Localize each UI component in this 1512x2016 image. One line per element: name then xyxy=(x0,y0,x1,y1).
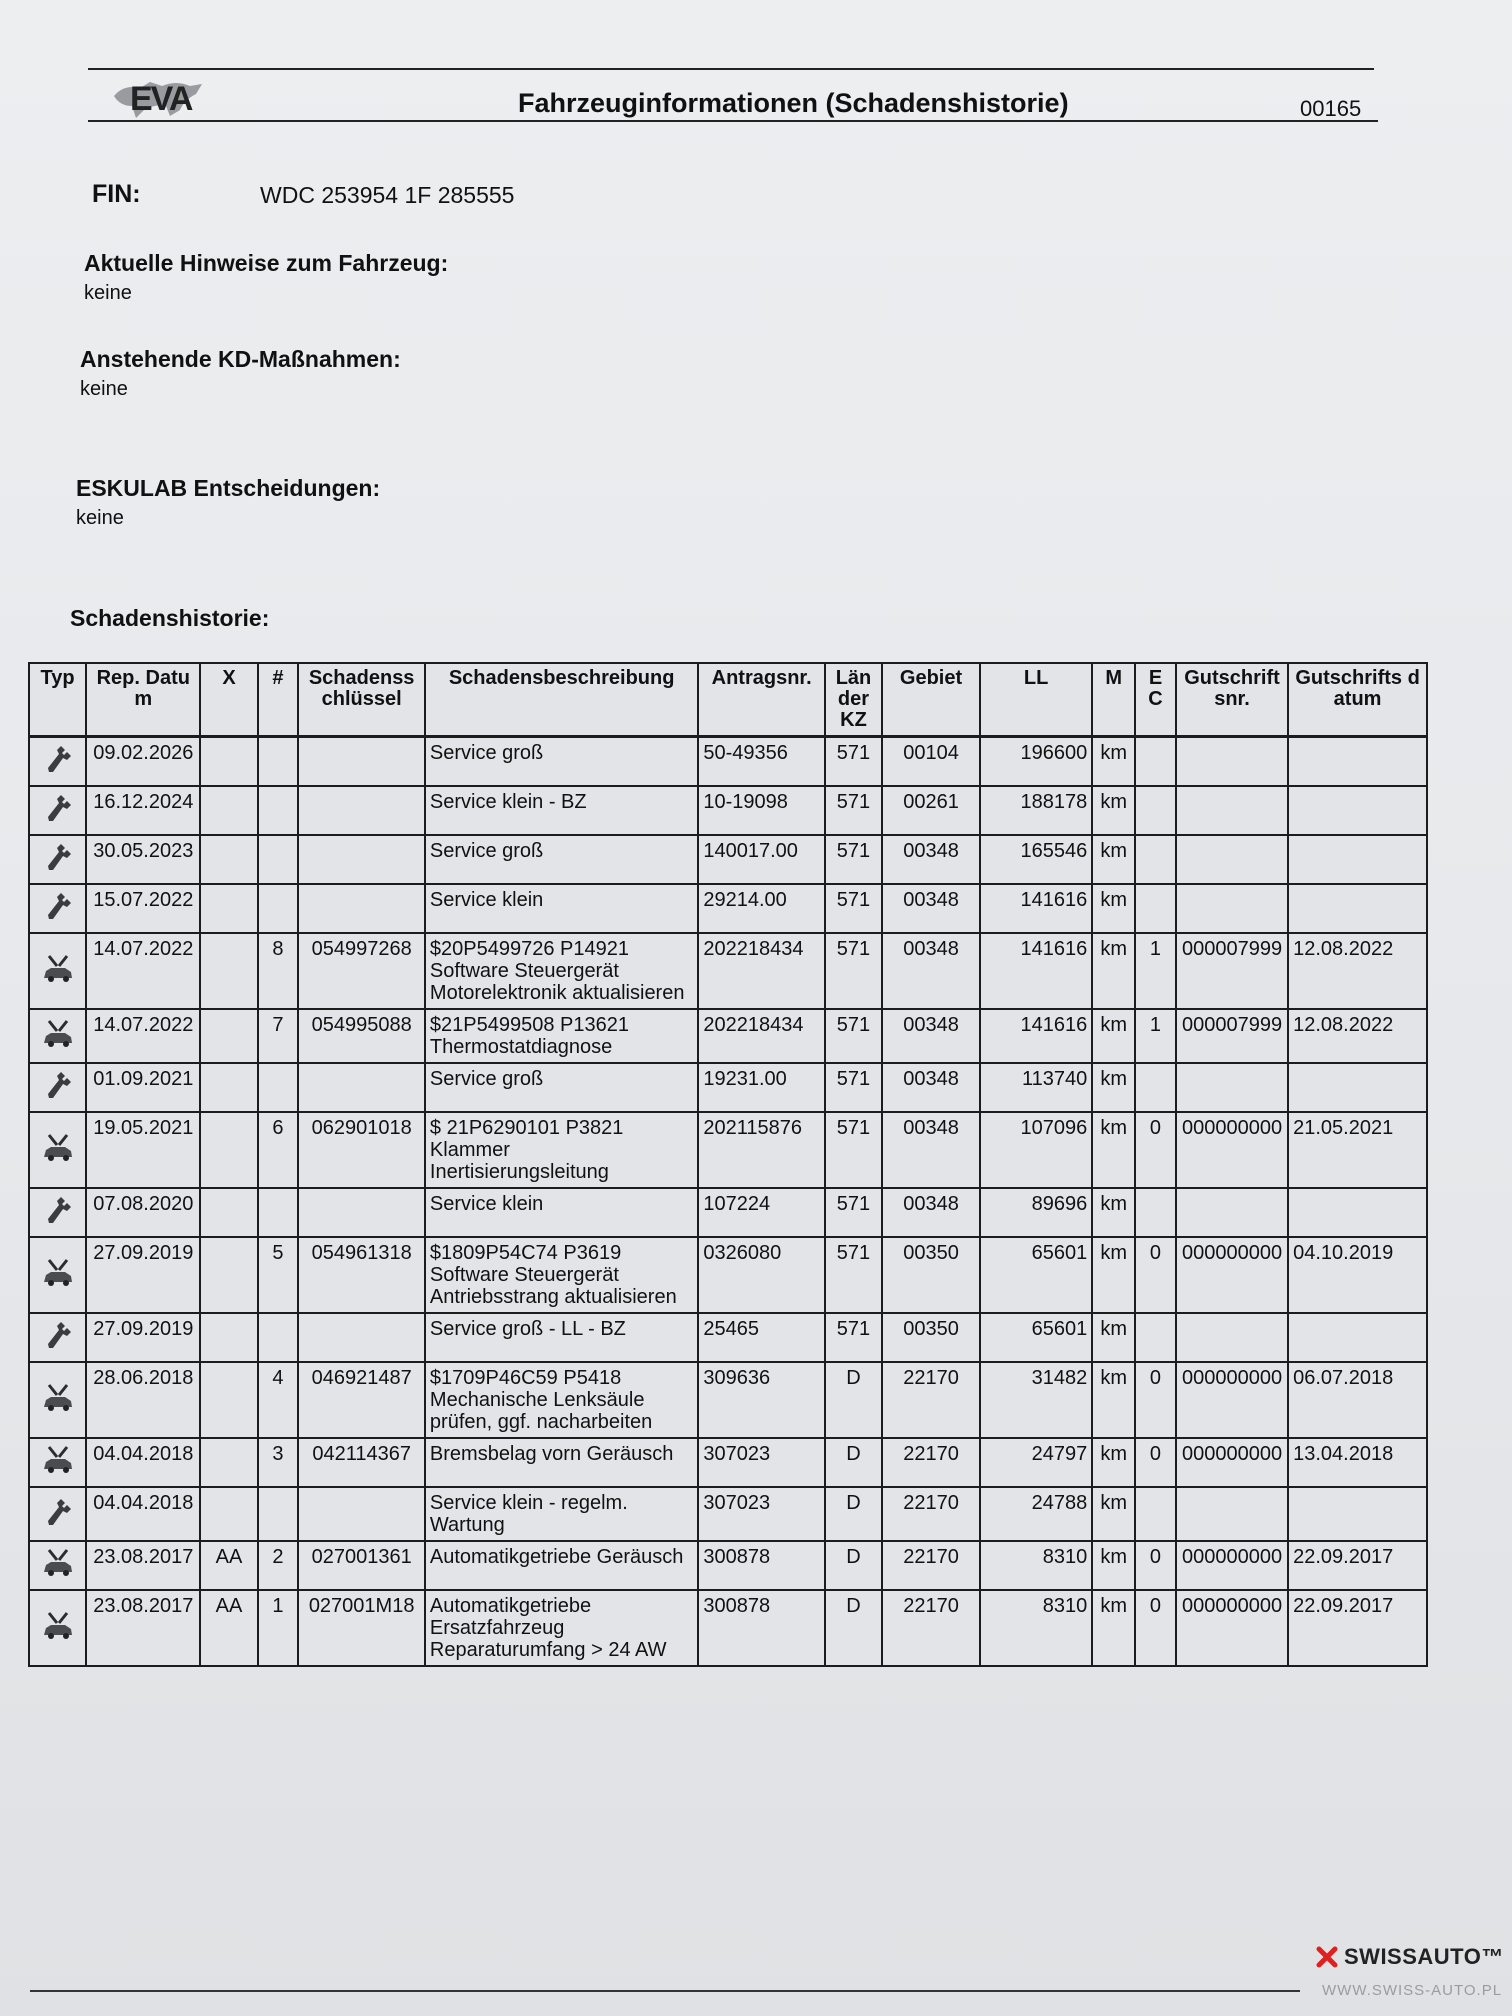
cell-key: 042114367 xyxy=(298,1438,425,1487)
cell-nr xyxy=(258,1313,299,1362)
cell-gebiet: 00348 xyxy=(882,835,980,884)
cell-date: 14.07.2022 xyxy=(86,1009,200,1063)
cell-nr xyxy=(258,1063,299,1112)
cell-nr xyxy=(258,737,299,787)
cell-land: D xyxy=(825,1590,882,1666)
col-rep-datum: Rep. Datum xyxy=(86,663,200,737)
car-repair-icon xyxy=(29,933,86,1009)
cell-key: 062901018 xyxy=(298,1112,425,1188)
cell-ec: 0 xyxy=(1135,1237,1176,1313)
cell-key xyxy=(298,1063,425,1112)
hinweise-label: Aktuelle Hinweise zum Fahrzeug: xyxy=(84,250,449,276)
header-bottom-rule xyxy=(88,120,1378,122)
cell-gebiet: 00348 xyxy=(882,1063,980,1112)
page-title: Fahrzeuginformationen (Schadenshistorie) xyxy=(518,88,1069,118)
cell-gdate: 22.09.2017 xyxy=(1288,1541,1427,1590)
cell-ll: 113740 xyxy=(980,1063,1092,1112)
cell-key: 027001361 xyxy=(298,1541,425,1590)
col-x: X xyxy=(200,663,257,737)
cell-land: 571 xyxy=(825,835,882,884)
wrench-icon xyxy=(29,1487,86,1541)
cell-ec xyxy=(1135,835,1176,884)
cell-x xyxy=(200,1362,257,1438)
cell-gsnr xyxy=(1176,1487,1288,1541)
cell-m: km xyxy=(1092,884,1135,933)
col-beschreibung: Schadensbeschreibung xyxy=(425,663,698,737)
cell-nr: 2 xyxy=(258,1541,299,1590)
cell-nr: 5 xyxy=(258,1237,299,1313)
cell-gsnr xyxy=(1176,884,1288,933)
cell-land: D xyxy=(825,1362,882,1438)
cell-date: 09.02.2026 xyxy=(86,737,200,787)
car-repair-icon xyxy=(29,1112,86,1188)
cell-gsnr: 000000000 xyxy=(1176,1237,1288,1313)
cell-antrag: 140017.00 xyxy=(698,835,825,884)
cell-m: km xyxy=(1092,835,1135,884)
cell-desc: Service groß - LL - BZ xyxy=(425,1313,698,1362)
cell-key: 054997268 xyxy=(298,933,425,1009)
cell-gsnr: 000007999 xyxy=(1176,1009,1288,1063)
table-row xyxy=(29,884,1427,933)
cell-x xyxy=(200,835,257,884)
cell-desc: Automatikgetriebe Ersatzfahrzeug Reparaturumfang > 24 AW xyxy=(425,1590,698,1666)
table-row xyxy=(29,933,1427,1009)
cell-x xyxy=(200,1009,257,1063)
cell-m: km xyxy=(1092,1237,1135,1313)
cell-gebiet: 22170 xyxy=(882,1541,980,1590)
cell-ll: 196600 xyxy=(980,737,1092,787)
cell-land: 571 xyxy=(825,1063,882,1112)
cell-m: km xyxy=(1092,1541,1135,1590)
fin-label: FIN: xyxy=(92,180,141,208)
cell-ec: 0 xyxy=(1135,1541,1176,1590)
document-number: 00165 xyxy=(1300,96,1362,121)
cell-antrag: 29214.00 xyxy=(698,884,825,933)
cell-m: km xyxy=(1092,1438,1135,1487)
table-row xyxy=(29,1438,1427,1487)
table-row xyxy=(29,1063,1427,1112)
cell-m: km xyxy=(1092,1313,1135,1362)
cell-antrag: 0326080 xyxy=(698,1237,825,1313)
cell-desc: Bremsbelag vorn Geräusch xyxy=(425,1438,698,1487)
cell-gebiet: 00348 xyxy=(882,1112,980,1188)
cell-key xyxy=(298,1188,425,1237)
cell-ec xyxy=(1135,1487,1176,1541)
cell-m: km xyxy=(1092,1487,1135,1541)
cell-gebiet: 22170 xyxy=(882,1590,980,1666)
hinweise-value: keine xyxy=(84,282,132,304)
cell-ll: 31482 xyxy=(980,1362,1092,1438)
cell-m: km xyxy=(1092,1590,1135,1666)
cell-key: 054995088 xyxy=(298,1009,425,1063)
cell-ec xyxy=(1135,737,1176,787)
history-rows xyxy=(29,737,1427,1667)
cell-desc: Service klein - regelm. Wartung xyxy=(425,1487,698,1541)
cell-x xyxy=(200,737,257,787)
cell-ll: 141616 xyxy=(980,933,1092,1009)
cell-date: 28.06.2018 xyxy=(86,1362,200,1438)
wrench-icon xyxy=(29,737,86,787)
cell-m: km xyxy=(1092,786,1135,835)
cell-antrag: 307023 xyxy=(698,1487,825,1541)
cell-date: 01.09.2021 xyxy=(86,1063,200,1112)
cell-desc: Automatikgetriebe Geräusch xyxy=(425,1541,698,1590)
cell-antrag: 25465 xyxy=(698,1313,825,1362)
cell-ec xyxy=(1135,1188,1176,1237)
cell-m: km xyxy=(1092,1063,1135,1112)
cell-key: 027001M18 xyxy=(298,1590,425,1666)
table-row xyxy=(29,1188,1427,1237)
table-row xyxy=(29,1112,1427,1188)
table-row xyxy=(29,1541,1427,1590)
wrench-icon xyxy=(29,884,86,933)
cell-gdate: 13.04.2018 xyxy=(1288,1438,1427,1487)
cell-gdate: 04.10.2019 xyxy=(1288,1237,1427,1313)
kd-label: Anstehende KD-Maßnahmen: xyxy=(80,346,401,372)
cell-ll: 141616 xyxy=(980,1009,1092,1063)
fin-value: WDC 253954 1F 285555 xyxy=(260,182,515,208)
cell-date: 14.07.2022 xyxy=(86,933,200,1009)
cell-m: km xyxy=(1092,737,1135,787)
col-gutschrift-datum: Gutschrifts datum xyxy=(1288,663,1427,737)
wrench-icon xyxy=(29,835,86,884)
cell-date: 16.12.2024 xyxy=(86,786,200,835)
col-nr: # xyxy=(258,663,299,737)
cell-gdate xyxy=(1288,1487,1427,1541)
cell-gebiet: 00261 xyxy=(882,786,980,835)
cell-nr: 6 xyxy=(258,1112,299,1188)
cell-gdate xyxy=(1288,1313,1427,1362)
kd-value: keine xyxy=(80,378,128,400)
cell-gebiet: 22170 xyxy=(882,1487,980,1541)
cell-ll: 89696 xyxy=(980,1188,1092,1237)
cell-antrag: 202115876 xyxy=(698,1112,825,1188)
table-row xyxy=(29,1009,1427,1063)
cell-desc: Service groß xyxy=(425,835,698,884)
cell-m: km xyxy=(1092,1009,1135,1063)
col-m: M xyxy=(1092,663,1135,737)
cell-land: 571 xyxy=(825,1009,882,1063)
cell-m: km xyxy=(1092,1362,1135,1438)
cell-gsnr: 000000000 xyxy=(1176,1362,1288,1438)
cell-antrag: 10-19098 xyxy=(698,786,825,835)
cell-nr xyxy=(258,786,299,835)
cell-gsnr xyxy=(1176,1063,1288,1112)
cell-nr xyxy=(258,884,299,933)
swissauto-logo-icon xyxy=(1316,1946,1338,1968)
cell-nr: 4 xyxy=(258,1362,299,1438)
cell-gsnr: 000000000 xyxy=(1176,1438,1288,1487)
cell-land: 571 xyxy=(825,1237,882,1313)
cell-antrag: 50-49356 xyxy=(698,737,825,787)
cell-gdate: 21.05.2021 xyxy=(1288,1112,1427,1188)
cell-gebiet: 00348 xyxy=(882,933,980,1009)
cell-date: 23.08.2017 xyxy=(86,1541,200,1590)
cell-gebiet: 00348 xyxy=(882,1009,980,1063)
cell-antrag: 19231.00 xyxy=(698,1063,825,1112)
cell-ll: 8310 xyxy=(980,1590,1092,1666)
col-gutschrift-snr: Gutschrift snr. xyxy=(1176,663,1288,737)
cell-ec: 0 xyxy=(1135,1112,1176,1188)
table-row xyxy=(29,737,1427,787)
cell-x xyxy=(200,1063,257,1112)
cell-desc: Service klein - BZ xyxy=(425,786,698,835)
cell-x: AA xyxy=(200,1541,257,1590)
cell-key xyxy=(298,786,425,835)
cell-gebiet: 00350 xyxy=(882,1313,980,1362)
cell-ec: 1 xyxy=(1135,933,1176,1009)
car-repair-icon xyxy=(29,1590,86,1666)
wrench-icon xyxy=(29,1188,86,1237)
cell-m: km xyxy=(1092,1112,1135,1188)
cell-land: 571 xyxy=(825,1112,882,1188)
cell-gdate xyxy=(1288,737,1427,787)
eskulab-label: ESKULAB Entscheidungen: xyxy=(76,475,381,501)
cell-date: 15.07.2022 xyxy=(86,884,200,933)
col-laender: Län der KZ xyxy=(825,663,882,737)
cell-gdate xyxy=(1288,835,1427,884)
cell-gsnr xyxy=(1176,1313,1288,1362)
cell-date: 27.09.2019 xyxy=(86,1237,200,1313)
wrench-icon xyxy=(29,786,86,835)
table-header-row xyxy=(29,663,1427,737)
cell-gebiet: 00350 xyxy=(882,1237,980,1313)
footer-rule xyxy=(30,1990,1300,1992)
cell-gsnr xyxy=(1176,737,1288,787)
cell-antrag: 300878 xyxy=(698,1590,825,1666)
cell-ec xyxy=(1135,884,1176,933)
cell-ec xyxy=(1135,786,1176,835)
cell-antrag: 202218434 xyxy=(698,1009,825,1063)
cell-date: 19.05.2021 xyxy=(86,1112,200,1188)
cell-gdate xyxy=(1288,1188,1427,1237)
watermark-brand: SWISSAUTO™ xyxy=(1344,1944,1504,1969)
cell-nr xyxy=(258,1487,299,1541)
damage-history-table xyxy=(28,662,1428,1667)
col-typ: Typ xyxy=(29,663,86,737)
cell-antrag: 202218434 xyxy=(698,933,825,1009)
cell-x: AA xyxy=(200,1590,257,1666)
cell-ec: 0 xyxy=(1135,1362,1176,1438)
table-row xyxy=(29,1590,1427,1666)
cell-gebiet: 00104 xyxy=(882,737,980,787)
car-repair-icon xyxy=(29,1009,86,1063)
cell-gsnr xyxy=(1176,786,1288,835)
cell-gdate: 12.08.2022 xyxy=(1288,933,1427,1009)
cell-land: D xyxy=(825,1487,882,1541)
cell-nr xyxy=(258,1188,299,1237)
cell-ll: 8310 xyxy=(980,1541,1092,1590)
cell-key xyxy=(298,835,425,884)
cell-gsnr xyxy=(1176,1188,1288,1237)
cell-x xyxy=(200,1188,257,1237)
cell-land: 571 xyxy=(825,1313,882,1362)
header-top-rule xyxy=(88,68,1374,70)
cell-nr xyxy=(258,835,299,884)
cell-ec: 0 xyxy=(1135,1590,1176,1666)
cell-key xyxy=(298,1487,425,1541)
cell-gdate: 06.07.2018 xyxy=(1288,1362,1427,1438)
cell-gdate xyxy=(1288,786,1427,835)
cell-date: 30.05.2023 xyxy=(86,835,200,884)
cell-gdate: 22.09.2017 xyxy=(1288,1590,1427,1666)
table-row xyxy=(29,1362,1427,1438)
cell-ec xyxy=(1135,1063,1176,1112)
col-antragsnr: Antragsnr. xyxy=(698,663,825,737)
cell-x xyxy=(200,786,257,835)
cell-desc: Service klein xyxy=(425,884,698,933)
cell-antrag: 107224 xyxy=(698,1188,825,1237)
car-repair-icon xyxy=(29,1541,86,1590)
wrench-icon xyxy=(29,1063,86,1112)
eskulab-value: keine xyxy=(76,507,124,529)
cell-gsnr xyxy=(1176,835,1288,884)
cell-land: 571 xyxy=(825,933,882,1009)
col-schluessel: Schadenss chlüssel xyxy=(298,663,425,737)
table-row xyxy=(29,786,1427,835)
cell-x xyxy=(200,1313,257,1362)
table-row xyxy=(29,1487,1427,1541)
cell-gsnr: 000007999 xyxy=(1176,933,1288,1009)
cell-date: 07.08.2020 xyxy=(86,1188,200,1237)
cell-gsnr: 000000000 xyxy=(1176,1590,1288,1666)
cell-ll: 24788 xyxy=(980,1487,1092,1541)
cell-desc: $1809P54C74 P3619 Software Steuergerät Antriebsstrang aktualisieren xyxy=(425,1237,698,1313)
logo-text: EVA xyxy=(130,80,192,118)
cell-antrag: 307023 xyxy=(698,1438,825,1487)
cell-ec xyxy=(1135,1313,1176,1362)
history-label: Schadenshistorie: xyxy=(70,605,270,631)
cell-gdate xyxy=(1288,1063,1427,1112)
table-row xyxy=(29,1313,1427,1362)
cell-nr: 1 xyxy=(258,1590,299,1666)
cell-ll: 141616 xyxy=(980,884,1092,933)
cell-ll: 165546 xyxy=(980,835,1092,884)
table-row xyxy=(29,835,1427,884)
cell-gsnr: 000000000 xyxy=(1176,1112,1288,1188)
cell-gdate: 12.08.2022 xyxy=(1288,1009,1427,1063)
cell-gebiet: 00348 xyxy=(882,1188,980,1237)
cell-key xyxy=(298,737,425,787)
car-repair-icon xyxy=(29,1438,86,1487)
cell-date: 04.04.2018 xyxy=(86,1438,200,1487)
cell-desc: Service klein xyxy=(425,1188,698,1237)
cell-desc: Service groß xyxy=(425,737,698,787)
cell-gebiet: 00348 xyxy=(882,884,980,933)
cell-land: 571 xyxy=(825,1188,882,1237)
car-repair-icon xyxy=(29,1362,86,1438)
cell-ll: 24797 xyxy=(980,1438,1092,1487)
cell-ll: 107096 xyxy=(980,1112,1092,1188)
cell-date: 23.08.2017 xyxy=(86,1590,200,1666)
cell-nr: 3 xyxy=(258,1438,299,1487)
cell-land: 571 xyxy=(825,884,882,933)
cell-key: 054961318 xyxy=(298,1237,425,1313)
col-gebiet: Gebiet xyxy=(882,663,980,737)
cell-ll: 65601 xyxy=(980,1313,1092,1362)
cell-x xyxy=(200,884,257,933)
cell-antrag: 300878 xyxy=(698,1541,825,1590)
cell-antrag: 309636 xyxy=(698,1362,825,1438)
cell-key: 046921487 xyxy=(298,1362,425,1438)
cell-desc: $20P5499726 P14921 Software Steuergerät Motorelektronik aktualisieren xyxy=(425,933,698,1009)
cell-desc: $21P5499508 P13621 Thermostatdiagnose xyxy=(425,1009,698,1063)
cell-land: D xyxy=(825,1541,882,1590)
cell-ll: 65601 xyxy=(980,1237,1092,1313)
cell-land: 571 xyxy=(825,737,882,787)
cell-ec: 1 xyxy=(1135,1009,1176,1063)
wrench-icon xyxy=(29,1313,86,1362)
cell-x xyxy=(200,1438,257,1487)
cell-date: 04.04.2018 xyxy=(86,1487,200,1541)
cell-m: km xyxy=(1092,1188,1135,1237)
cell-nr: 8 xyxy=(258,933,299,1009)
col-ec: E C xyxy=(1135,663,1176,737)
cell-ll: 188178 xyxy=(980,786,1092,835)
cell-gebiet: 22170 xyxy=(882,1362,980,1438)
cell-land: 571 xyxy=(825,786,882,835)
cell-land: D xyxy=(825,1438,882,1487)
cell-x xyxy=(200,1487,257,1541)
cell-key xyxy=(298,1313,425,1362)
table-row xyxy=(29,1237,1427,1313)
cell-gebiet: 22170 xyxy=(882,1438,980,1487)
car-repair-icon xyxy=(29,1237,86,1313)
cell-x xyxy=(200,933,257,1009)
col-ll: LL xyxy=(980,663,1092,737)
cell-x xyxy=(200,1112,257,1188)
cell-key xyxy=(298,884,425,933)
cell-desc: $1709P46C59 P5418 Mechanische Lenksäule prüfen, ggf. nacharbeiten xyxy=(425,1362,698,1438)
cell-desc: Service groß xyxy=(425,1063,698,1112)
cell-gdate xyxy=(1288,884,1427,933)
cell-nr: 7 xyxy=(258,1009,299,1063)
cell-x xyxy=(200,1237,257,1313)
watermark-url: WWW.SWISS-AUTO.PL xyxy=(1322,1982,1503,1999)
cell-desc: $ 21P6290101 P3821 Klammer Inertisierungsleitung xyxy=(425,1112,698,1188)
cell-date: 27.09.2019 xyxy=(86,1313,200,1362)
cell-gsnr: 000000000 xyxy=(1176,1541,1288,1590)
cell-m: km xyxy=(1092,933,1135,1009)
cell-ec: 0 xyxy=(1135,1438,1176,1487)
